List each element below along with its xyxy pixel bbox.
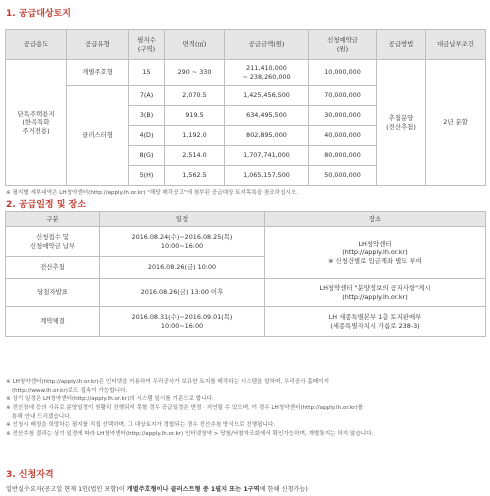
schedule-cell: 2016.08.24(수)~2016.08.25(목) 10:00~16:00 <box>100 227 265 257</box>
schedule-table <box>5 211 486 337</box>
col-payment: 대금납부조건 <box>426 30 486 60</box>
col-type: 공급유형 <box>67 30 129 60</box>
section1-note: ※ 필지별 세부내역은 LH청약센터(http://apply.lh.or.kr) "해당 매각공고"에 첨부된 공급대상 토지목록을 참조하십시오. <box>6 190 299 196</box>
note-line: ※ 상기 일정은 LH청약센터(http://apply.lh.or.kr)의 시스템 일시를 기준으로 합니다. <box>6 396 214 403</box>
place-cell: LH청약센터 "분양정보의 공지사항"게시 (http://apply.lh.or.kr) <box>265 279 486 307</box>
section2-notes <box>6 378 484 439</box>
col-price: 공급금액(원) <box>225 30 309 60</box>
area-cell: 1,562.5 <box>165 166 225 186</box>
deposit-cell: 30,000,000 <box>309 106 377 126</box>
price-cell: 1,425,456,500 <box>225 86 309 106</box>
eligibility-text-c: 에 한해 신청가능) <box>259 486 308 493</box>
supply-table <box>5 29 486 186</box>
place-cell: LH 세종특별본부 1층 토지판매부 (세종특별자치시 가름로 238-3) <box>265 307 486 337</box>
area-cell: 2,514.0 <box>165 146 225 166</box>
section3-text <box>6 484 308 493</box>
payment-cell: 2년 분할 <box>426 60 486 186</box>
price-cell: 211,410,000 ~ 238,260,000 <box>225 60 309 86</box>
type-cell: 클러스터형 <box>67 86 129 186</box>
deposit-cell: 50,000,000 <box>309 166 377 186</box>
usage-cell: 단독주택용지 (한옥특화 주거전용) <box>6 60 67 186</box>
price-cell: 1,065,157,500 <box>225 166 309 186</box>
note-line: ※ 전산추첨 결과는 상기 일정에 따라 LH청약센터(http://apply.lh.or.kr) 인터넷청약 > 당첨/낙찰자조회에서 확인가능하며, 개별통지는 하지 않습니다. <box>6 430 374 437</box>
price-cell: 1,707,741,000 <box>225 146 309 166</box>
count-cell: 4(D) <box>129 126 165 146</box>
area-cell: 919.5 <box>165 106 225 126</box>
section1-title: 1. 공급대상토지 <box>6 9 71 19</box>
count-cell: 8(G) <box>129 146 165 166</box>
deposit-cell: 70,000,000 <box>309 86 377 106</box>
deposit-cell: 40,000,000 <box>309 126 377 146</box>
section3-title: 3. 신청자격 <box>6 470 54 480</box>
eligibility-text-b: 개별주호형이나 클러스트형 중 1필지 또는 1구역 <box>126 486 260 493</box>
method-cell: 추첨분양 (전산추첨) <box>377 60 426 186</box>
category-cell: 계약체결 <box>6 307 100 337</box>
price-cell: 634,495,500 <box>225 106 309 126</box>
table-row <box>6 60 486 86</box>
count-cell: 7(A) <box>129 86 165 106</box>
col-method: 공급방법 <box>377 30 426 60</box>
section2-title: 2. 공급일정 및 장소 <box>6 200 86 210</box>
count-cell: 3(B) <box>129 106 165 126</box>
area-cell: 290 ~ 330 <box>165 60 225 86</box>
col-category: 구분 <box>6 212 100 227</box>
category-cell: 신청접수 및 신청예약금 납부 <box>6 227 100 257</box>
note-line: (http://www.lh.or.kr)로도 접속이 가능합니다. <box>12 387 128 394</box>
count-cell: 5(H) <box>129 166 165 186</box>
supply-header-row <box>6 30 486 60</box>
schedule-cell: 2016.08.26(금) 10:00 <box>100 257 265 279</box>
schedule-header-row <box>6 212 486 227</box>
table-row <box>6 307 486 337</box>
count-cell: 15 <box>129 60 165 86</box>
area-cell: 2,070.5 <box>165 86 225 106</box>
schedule-cell: 2016.08.26(금) 13:00 이후 <box>100 279 265 307</box>
eligibility-text-a: 일반실수요자(공고일 현재 1인(법인 포함)이 <box>6 486 127 493</box>
note-line: ※ LH청약센터(http://apply.lh.or.kr)은 인터넷을 이용하여 우리공사가 보유한 토지를 매각하는 시스템을 말하며, 우리공사 홈페이지 <box>6 379 329 385</box>
category-cell: 당첨자발표 <box>6 279 100 307</box>
col-schedule: 일정 <box>100 212 265 227</box>
note-line: ※ 신청시 배정을 희망하는 필지를 직접 선택하며, 그 대상토지가 경합되는 경우 전산추첨 방식으로 진행됩니다. <box>6 422 276 429</box>
col-usage: 공급용도 <box>6 30 67 60</box>
area-cell: 1,192.0 <box>165 126 225 146</box>
type-cell: 개별주호형 <box>67 60 129 86</box>
col-place: 장소 <box>265 212 486 227</box>
table-row <box>6 279 486 307</box>
schedule-cell: 2016.08.31(수)~2016.09.01(목) 10:00~16:00 <box>100 307 265 337</box>
table-row <box>6 227 486 257</box>
category-cell: 전산추첨 <box>6 257 100 279</box>
note-line: 통해 안내 드리겠습니다. <box>12 413 72 420</box>
col-area: 면적(㎡) <box>165 30 225 60</box>
deposit-cell: 80,000,000 <box>309 146 377 166</box>
col-deposit: 신청예약금 (원) <box>309 30 377 60</box>
deposit-cell: 10,000,000 <box>309 60 377 86</box>
place-cell: LH청약센터 (http://apply.lh.or.kr) ※ 신청건별로 입금계좌 별도 부여 <box>265 227 486 279</box>
col-count: 필지수 (구역) <box>129 30 165 60</box>
note-line: ※ 전산장애 등의 사유로 분양일정이 원활히 진행되지 못할 경우 공급일정은 변경 · 지연될 수 있으며, 이 경우 LH청약센터(http://apply.lh.or.kr)를 <box>6 404 364 411</box>
price-cell: 802,895,000 <box>225 126 309 146</box>
